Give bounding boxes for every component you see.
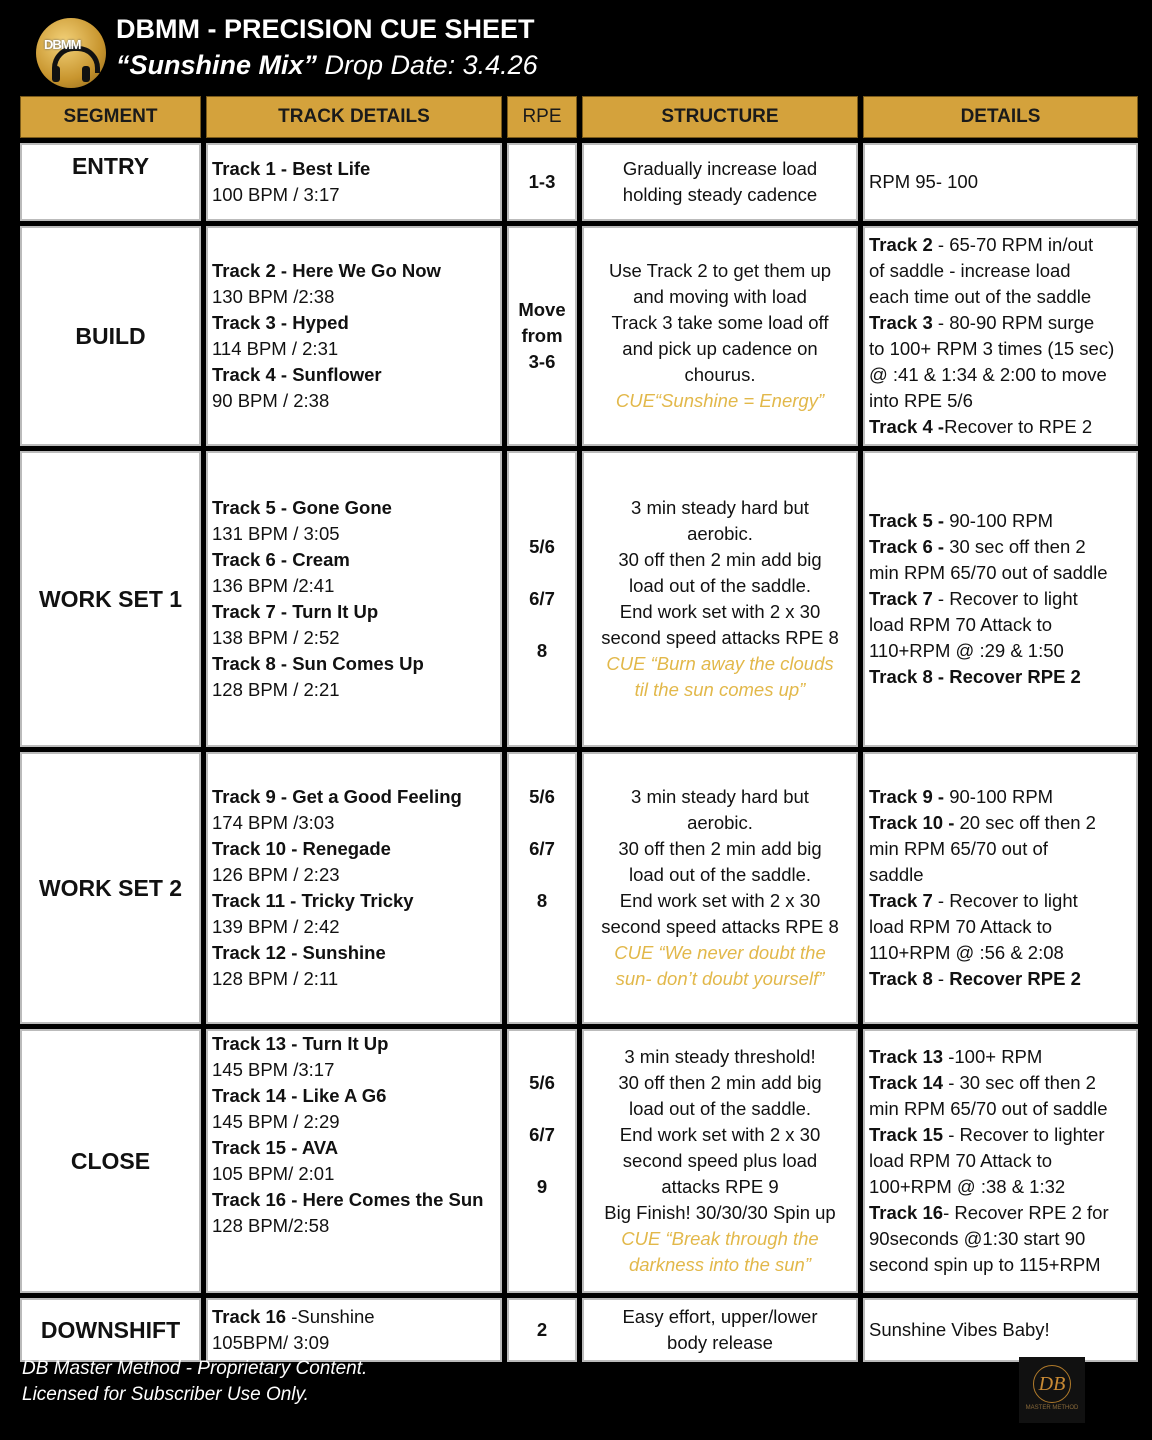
cell-line: and moving with load bbox=[633, 286, 807, 307]
bold-run: Track 8 - Sun Comes Up bbox=[212, 653, 424, 674]
track-details-cell bbox=[206, 451, 502, 747]
bold-run: Track 6 - bbox=[869, 536, 945, 557]
cell-line: Track 3 take some load off bbox=[611, 312, 829, 333]
cell-line: load out of the saddle. bbox=[628, 575, 812, 596]
structure-cell bbox=[582, 752, 858, 1024]
text-run: 90-100 RPM bbox=[944, 510, 1054, 531]
cell-line: 110+RPM @ :56 & 2:08 bbox=[869, 942, 1064, 963]
cell-line bbox=[212, 1187, 496, 1213]
bold-run: Track 1 - Best Life bbox=[212, 158, 371, 179]
segment-row-work-set-2 bbox=[20, 752, 1138, 1024]
cell-line: load RPM 70 Attack to bbox=[869, 1150, 1053, 1171]
cell-line: aerobic. bbox=[687, 523, 753, 544]
track-details-cell bbox=[206, 226, 502, 446]
rpe-cell bbox=[507, 752, 577, 1024]
details-cell bbox=[863, 451, 1138, 747]
cell-line bbox=[513, 1148, 571, 1174]
rpe-cell bbox=[507, 226, 577, 446]
cell-line: 100 BPM / 3:17 bbox=[212, 184, 340, 205]
track-details-cell bbox=[206, 752, 502, 1024]
bold-run: Track 12 - Sunshine bbox=[212, 942, 386, 963]
cell-line: 30 off then 2 min add big bbox=[618, 549, 822, 570]
text-run: - 65-70 RPM in/out bbox=[932, 234, 1094, 255]
bold-run: Track 16 bbox=[869, 1202, 944, 1223]
cue-line: til the sun comes up” bbox=[634, 679, 806, 700]
cell-line: 114 BPM / 2:31 bbox=[212, 338, 339, 359]
bold-run: Track 2 - Here We Go Now bbox=[212, 260, 441, 281]
cell-line bbox=[869, 1070, 1132, 1096]
bold-run: Track 3 bbox=[869, 312, 933, 333]
segment-row-downshift bbox=[20, 1298, 1138, 1362]
headphone-cup-left bbox=[52, 66, 60, 82]
bold-run: Track 4 - bbox=[869, 416, 945, 437]
cell-line: 9 bbox=[536, 1176, 548, 1197]
structure-cell bbox=[582, 1298, 858, 1362]
bold-run: Track 5 - bbox=[869, 510, 945, 531]
cell-line: 131 BPM / 3:05 bbox=[212, 523, 340, 544]
cell-line: 128 BPM / 2:11 bbox=[212, 968, 339, 989]
cell-line bbox=[212, 888, 496, 914]
cell-line bbox=[869, 1044, 1132, 1070]
cell-line: load RPM 70 Attack to bbox=[869, 916, 1053, 937]
cell-line: End work set with 2 x 30 bbox=[619, 890, 821, 911]
cell-line bbox=[869, 966, 1132, 992]
details-cell bbox=[863, 143, 1138, 221]
cell-line bbox=[212, 258, 496, 284]
bold-run: Track 9 - Get a Good Feeling bbox=[212, 786, 462, 807]
dbmm-logo bbox=[36, 18, 106, 88]
cell-line: End work set with 2 x 30 bbox=[619, 1124, 821, 1145]
cell-line: min RPM 65/70 out of bbox=[869, 838, 1048, 859]
footer-logo-mark: DB bbox=[1033, 1365, 1071, 1403]
cell-line bbox=[212, 1135, 496, 1161]
cell-line bbox=[869, 784, 1132, 810]
page-subtitle bbox=[116, 50, 538, 81]
drop-date: Drop Date: 3.4.26 bbox=[317, 50, 538, 80]
cell-line: Sunshine Vibes Baby! bbox=[869, 1319, 1050, 1340]
cell-line bbox=[869, 1200, 1132, 1226]
cell-line: End work set with 2 x 30 bbox=[619, 601, 821, 622]
cell-line bbox=[513, 560, 571, 586]
cell-line bbox=[212, 836, 496, 862]
cell-line bbox=[212, 1031, 496, 1057]
logo-text: DBMM bbox=[44, 37, 81, 52]
bold-run: Track 15 bbox=[869, 1124, 944, 1145]
text-run: - Recover RPE 2 for bbox=[943, 1202, 1109, 1223]
cell-line bbox=[212, 651, 496, 677]
track-details-cell bbox=[206, 143, 502, 221]
cell-line bbox=[212, 940, 496, 966]
cell-line bbox=[212, 495, 496, 521]
text-run: 20 sec off then 2 bbox=[954, 812, 1096, 833]
bold-run: Track 11 - Tricky Tricky bbox=[212, 890, 414, 911]
segment-label: WORK SET 2 bbox=[20, 752, 201, 1024]
cell-line: min RPM 65/70 out of saddle bbox=[869, 1098, 1108, 1119]
cell-line: second speed attacks RPE 8 bbox=[601, 916, 839, 937]
bold-run: Recover RPE 2 bbox=[949, 968, 1081, 989]
cell-line: body release bbox=[667, 1332, 773, 1353]
text-run: - Recover to lighter bbox=[943, 1124, 1105, 1145]
details-cell bbox=[863, 1298, 1138, 1362]
cell-line: 3 min steady hard but bbox=[631, 786, 809, 807]
cell-line: 145 BPM /3:17 bbox=[212, 1059, 335, 1080]
cell-line: 30 off then 2 min add big bbox=[618, 1072, 822, 1093]
cell-line bbox=[212, 784, 496, 810]
cell-line: second speed attacks RPE 8 bbox=[601, 627, 839, 648]
segment-row-close bbox=[20, 1029, 1138, 1293]
cell-line: 128 BPM/2:58 bbox=[212, 1215, 330, 1236]
cell-line bbox=[212, 1239, 496, 1265]
col-track-details: TRACK DETAILS bbox=[206, 96, 502, 138]
cell-line bbox=[212, 310, 496, 336]
cell-line: 138 BPM / 2:52 bbox=[212, 627, 340, 648]
cell-line bbox=[513, 862, 571, 888]
cell-line: 174 BPM /3:03 bbox=[212, 812, 335, 833]
bold-run: Track 5 - Gone Gone bbox=[212, 497, 392, 518]
cell-line: each time out of the saddle bbox=[869, 286, 1092, 307]
cell-line bbox=[513, 1226, 571, 1252]
bold-run: Track 6 - Cream bbox=[212, 549, 350, 570]
segment-label: ENTRY bbox=[20, 143, 201, 221]
structure-cell bbox=[582, 143, 858, 221]
cell-line: 105BPM/ 3:09 bbox=[212, 1332, 330, 1353]
text-run: 30 sec off then 2 bbox=[944, 536, 1086, 557]
cell-line: load out of the saddle. bbox=[628, 864, 812, 885]
bold-run: Track 14 - Like A G6 bbox=[212, 1085, 387, 1106]
segment-label: BUILD bbox=[20, 226, 201, 446]
footer-line-1: DB Master Method - Proprietary Content. bbox=[22, 1358, 368, 1379]
bold-run: Track 16 bbox=[212, 1306, 287, 1327]
rpe-cell bbox=[507, 451, 577, 747]
col-details: DETAILS bbox=[863, 96, 1138, 138]
cell-line: load RPM 70 Attack to bbox=[869, 614, 1053, 635]
bold-run: Track 10 - bbox=[869, 812, 955, 833]
cell-line: 6/7 bbox=[529, 588, 555, 609]
col-rpe: RPE bbox=[507, 96, 577, 138]
cell-line: 6/7 bbox=[529, 838, 555, 859]
col-segment: SEGMENT bbox=[20, 96, 201, 138]
cell-line: min RPM 65/70 out of saddle bbox=[869, 562, 1108, 583]
cell-line: 90 BPM / 2:38 bbox=[212, 390, 330, 411]
footer-notice bbox=[22, 1356, 367, 1408]
cell-line: 2 bbox=[536, 1319, 548, 1340]
cell-line bbox=[513, 966, 571, 992]
bold-run: Track 10 - Renegade bbox=[212, 838, 391, 859]
bold-run: Track 8 bbox=[869, 968, 933, 989]
cell-line bbox=[212, 1083, 496, 1109]
cell-line bbox=[869, 1122, 1132, 1148]
footer-logo-sub: MASTER METHOD bbox=[1025, 1405, 1079, 1411]
details-cell bbox=[863, 752, 1138, 1024]
text-run: 90-100 RPM bbox=[944, 786, 1054, 807]
bold-run: Track 4 - Sunflower bbox=[212, 364, 382, 385]
cell-line: 110+RPM @ :29 & 1:50 bbox=[869, 640, 1064, 661]
cell-line: 30 off then 2 min add big bbox=[618, 838, 822, 859]
cue-line: CUE “Break through the bbox=[621, 1228, 819, 1249]
segment-row-build bbox=[20, 226, 1138, 446]
cell-line: 1-3 bbox=[528, 171, 556, 192]
cell-line: 8 bbox=[536, 890, 548, 911]
bold-run: Track 7 bbox=[869, 588, 933, 609]
cell-line bbox=[212, 1304, 496, 1330]
cell-line: holding steady cadence bbox=[622, 184, 818, 205]
cell-line bbox=[869, 310, 1132, 336]
cell-line bbox=[212, 362, 496, 388]
cell-line bbox=[869, 508, 1132, 534]
bold-run: Track 15 - AVA bbox=[212, 1137, 339, 1158]
cell-line: chourus. bbox=[684, 364, 756, 385]
text-run: - 80-90 RPM surge bbox=[932, 312, 1095, 333]
cue-line: CUE “Burn away the clouds bbox=[606, 653, 834, 674]
cue-line: darkness into the sun” bbox=[628, 1254, 812, 1275]
page-title: DBMM - PRECISION CUE SHEET bbox=[116, 14, 535, 44]
cue-line: sun- don’t doubt yourself” bbox=[615, 968, 825, 989]
cell-line bbox=[513, 1096, 571, 1122]
cell-line bbox=[513, 1252, 571, 1278]
text-run: -Sunshine bbox=[286, 1306, 375, 1327]
cell-line bbox=[869, 534, 1132, 560]
structure-cell bbox=[582, 1029, 858, 1293]
text-run: Recover to RPE 2 bbox=[944, 416, 1093, 437]
footer-line-2: Licensed for Subscriber Use Only. bbox=[22, 1384, 309, 1405]
bold-run: Track 8 - Recover RPE 2 bbox=[869, 666, 1081, 687]
cell-line bbox=[869, 414, 1132, 440]
bold-run: Track 13 - Turn It Up bbox=[212, 1033, 389, 1054]
cell-line bbox=[513, 1200, 571, 1226]
cell-line: of saddle - increase load bbox=[869, 260, 1071, 281]
db-master-method-logo bbox=[1019, 1357, 1085, 1423]
text-run: - 30 sec off then 2 bbox=[943, 1072, 1096, 1093]
bold-run: Track 7 bbox=[869, 890, 933, 911]
cell-line: Move bbox=[518, 299, 566, 320]
bold-run: Track 13 bbox=[869, 1046, 944, 1067]
cell-line bbox=[513, 810, 571, 836]
segment-label: CLOSE bbox=[20, 1029, 201, 1293]
text-run: - Recover to light bbox=[932, 588, 1078, 609]
cell-line bbox=[869, 888, 1132, 914]
bold-run: Track 9 - bbox=[869, 786, 945, 807]
segment-row-entry bbox=[20, 143, 1138, 221]
cell-line: @ :41 & 1:34 & 2:00 to move bbox=[869, 364, 1107, 385]
cell-line bbox=[869, 810, 1132, 836]
bold-run: Track 16 - Here Comes the Sun bbox=[212, 1189, 484, 1210]
cell-line: 3-6 bbox=[528, 351, 556, 372]
cell-line: attacks RPE 9 bbox=[661, 1176, 779, 1197]
cell-line: saddle bbox=[869, 864, 924, 885]
text-run: - bbox=[932, 968, 950, 989]
bold-run: Track 14 bbox=[869, 1072, 944, 1093]
cell-line: and pick up cadence on bbox=[622, 338, 818, 359]
cell-line: 3 min steady threshold! bbox=[624, 1046, 816, 1067]
col-structure: STRUCTURE bbox=[582, 96, 858, 138]
cell-line: into RPE 5/6 bbox=[869, 390, 973, 411]
cell-line: from bbox=[521, 325, 563, 346]
cell-line bbox=[513, 914, 571, 940]
cell-line bbox=[513, 612, 571, 638]
cell-line: Easy effort, upper/lower bbox=[622, 1306, 818, 1327]
bold-run: Track 7 - Turn It Up bbox=[212, 601, 379, 622]
mix-name: “Sunshine Mix” bbox=[116, 50, 318, 80]
cell-line bbox=[212, 599, 496, 625]
cell-line: 128 BPM / 2:21 bbox=[212, 679, 340, 700]
cell-line: 136 BPM /2:41 bbox=[212, 575, 335, 596]
cue-line: CUE“Sunshine = Energy” bbox=[615, 390, 825, 411]
bold-run: Track 2 bbox=[869, 234, 933, 255]
cell-line: 130 BPM /2:38 bbox=[212, 286, 335, 307]
segment-label: DOWNSHIFT bbox=[20, 1298, 201, 1362]
cell-line: 6/7 bbox=[529, 1124, 555, 1145]
cell-line bbox=[513, 1044, 571, 1070]
cell-line bbox=[869, 586, 1132, 612]
segment-label: WORK SET 1 bbox=[20, 451, 201, 747]
cell-line: aerobic. bbox=[687, 812, 753, 833]
cell-line: 5/6 bbox=[529, 536, 555, 557]
cell-line: Gradually increase load bbox=[622, 158, 818, 179]
rpe-cell bbox=[507, 1298, 577, 1362]
cue-line: CUE “We never doubt the bbox=[614, 942, 826, 963]
cell-line: 100+RPM @ :38 & 1:32 bbox=[869, 1176, 1066, 1197]
text-run: - Recover to light bbox=[932, 890, 1078, 911]
structure-cell bbox=[582, 451, 858, 747]
structure-cell bbox=[582, 226, 858, 446]
cell-line: 3 min steady hard but bbox=[631, 497, 809, 518]
cell-line: RPM 95- 100 bbox=[869, 171, 978, 192]
header-row bbox=[20, 96, 1138, 138]
cell-line bbox=[212, 156, 496, 182]
cell-line: 8 bbox=[536, 640, 548, 661]
cell-line: load out of the saddle. bbox=[628, 1098, 812, 1119]
details-cell bbox=[863, 1029, 1138, 1293]
cell-line: 126 BPM / 2:23 bbox=[212, 864, 340, 885]
cell-line: second speed plus load bbox=[622, 1150, 818, 1171]
segment-row-work-set-1 bbox=[20, 451, 1138, 747]
cell-line: 5/6 bbox=[529, 786, 555, 807]
cell-line bbox=[869, 664, 1132, 690]
track-details-cell bbox=[206, 1298, 502, 1362]
cell-line: 5/6 bbox=[529, 1072, 555, 1093]
rpe-cell bbox=[507, 143, 577, 221]
cell-line bbox=[513, 940, 571, 966]
cell-line: Big Finish! 30/30/30 Spin up bbox=[604, 1202, 836, 1223]
cell-line: 139 BPM / 2:42 bbox=[212, 916, 340, 937]
cell-line bbox=[869, 232, 1132, 258]
cell-line: 145 BPM / 2:29 bbox=[212, 1111, 340, 1132]
cell-line: 90seconds @1:30 start 90 bbox=[869, 1228, 1086, 1249]
cell-line: second spin up to 115+RPM bbox=[869, 1254, 1101, 1275]
track-details-cell bbox=[206, 1029, 502, 1293]
cell-line bbox=[212, 547, 496, 573]
cell-line: Use Track 2 to get them up bbox=[608, 260, 832, 281]
rpe-cell bbox=[507, 1029, 577, 1293]
details-cell bbox=[863, 226, 1138, 446]
cue-sheet-table bbox=[15, 91, 1143, 1367]
text-run: -100+ RPM bbox=[943, 1046, 1043, 1067]
cell-line: 105 BPM/ 2:01 bbox=[212, 1163, 335, 1184]
bold-run: Track 3 - Hyped bbox=[212, 312, 349, 333]
cell-line bbox=[212, 1265, 496, 1291]
headphone-cup-right bbox=[82, 66, 90, 82]
cell-line: to 100+ RPM 3 times (15 sec) bbox=[869, 338, 1115, 359]
